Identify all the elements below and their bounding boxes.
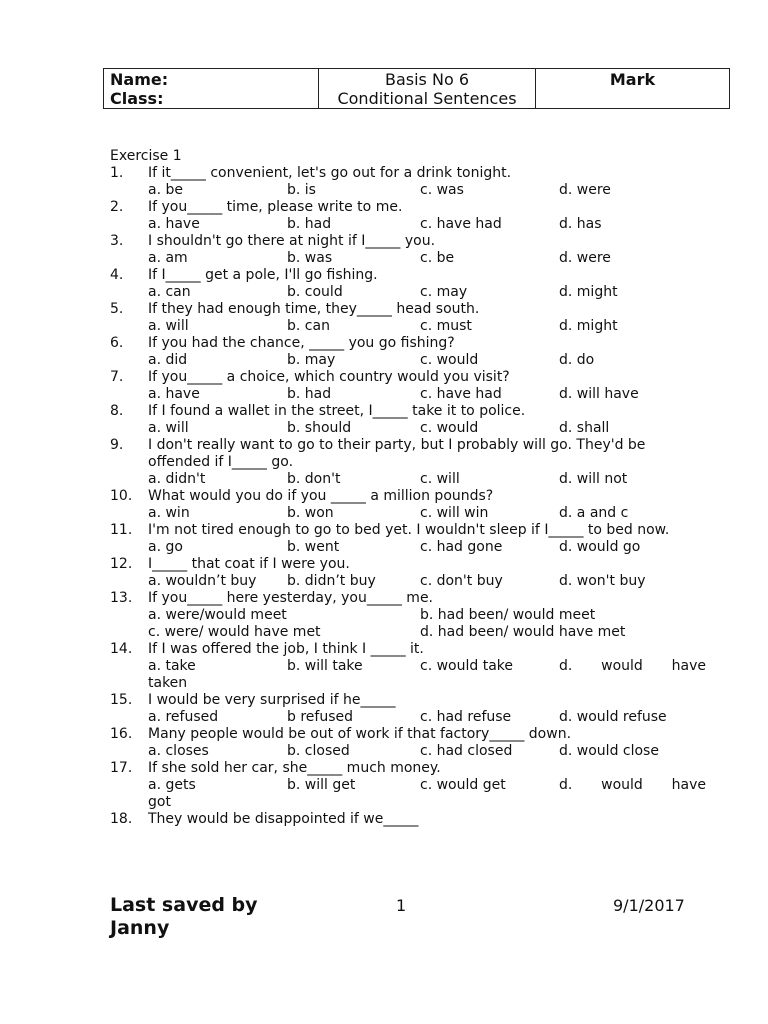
mark-label: Mark [609,70,656,89]
option-c: c. would [420,352,479,368]
options-row [0,777,768,794]
option-a: a. can [148,284,191,300]
option-d: d. would refuse [559,709,667,725]
option-d: d. a and c [559,505,629,521]
option-d-word: have [671,658,706,674]
options-row [0,216,768,233]
question-text: If it_____ convenient, let's go out for a drink tonight. [148,165,512,181]
question-number: 6. [110,335,124,351]
question-number: 12. [110,556,133,572]
question-text: What would you do if you _____ a million pounds? [148,488,494,504]
options-row [0,318,768,335]
option-d [559,658,706,675]
name-label: Name: [110,70,169,89]
option-d-continued: taken [148,675,188,691]
question-6 [0,335,768,369]
option-d: d. might [559,284,618,300]
option-d: d. do [559,352,595,368]
question-4 [0,267,768,301]
last-saved-by: Last saved by Janny [110,894,258,939]
option-d: d. would go [559,539,641,555]
topic-label: Conditional Sentences [337,89,517,108]
question-list [0,165,768,828]
option-d: d. will have [559,386,639,402]
option-a: a. go [148,539,183,555]
option-c: c. have had [420,216,502,232]
title-cell [319,69,536,108]
question-text: I would be very surprised if he_____ [148,692,396,708]
option-a: a. were/would meet [148,607,287,623]
question-text: If you_____ a choice, which country would you visit? [148,369,510,385]
option-a: a. have [148,386,200,402]
question-text: If I was offered the job, I think I _____ it. [148,641,424,657]
option-a: a. gets [148,777,196,793]
option-d: d. would close [559,743,659,759]
option-a: a. will [148,420,189,436]
option-c: c. will win [420,505,489,521]
question-number: 2. [110,199,124,215]
option-b: b. won [287,505,334,521]
options-row [0,624,768,641]
question-15 [0,692,768,726]
option-d: d. were [559,182,611,198]
option-a: a. will [148,318,189,334]
option-c: c. don't buy [420,573,503,589]
option-c: c. had closed [420,743,513,759]
page-number: 1 [396,896,407,915]
mark-cell [536,69,729,108]
option-b: b. is [287,182,316,198]
option-c: c. were/ would have met [148,624,321,640]
question-number: 1. [110,165,124,181]
question-8 [0,403,768,437]
option-b: b. had been/ would meet [420,607,596,623]
question-1 [0,165,768,199]
option-d: d. were [559,250,611,266]
option-b: b. went [287,539,340,555]
option-b: b refused [287,709,353,725]
option-d [559,777,706,794]
question-11 [0,522,768,556]
question-text: I'm not tired enough to go to bed yet. I wouldn't sleep if I_____ to bed now. [148,522,670,538]
options-row [0,182,768,199]
option-c: c. have had [420,386,502,402]
class-label: Class: [110,89,164,108]
option-c: c. had gone [420,539,503,555]
option-c: c. had refuse [420,709,512,725]
question-number: 10. [110,488,133,504]
options-row [0,539,768,556]
option-a: a. take [148,658,196,674]
question-number: 7. [110,369,124,385]
question-12 [0,556,768,590]
option-a: a. didn't [148,471,206,487]
options-row [0,607,768,624]
option-b: b. could [287,284,343,300]
option-b: b. don't [287,471,341,487]
option-b: b. should [287,420,352,436]
question-text: If you_____ here yesterday, you_____ me. [148,590,434,606]
question-number: 15. [110,692,133,708]
options-row [0,573,768,590]
question-9 [0,437,768,488]
options-row [0,352,768,369]
option-a: a. closes [148,743,209,759]
options-row [0,250,768,267]
option-c: c. would [420,420,479,436]
option-c: c. would take [420,658,514,674]
option-d-word: have [671,777,706,793]
option-b: b. will take [287,658,363,674]
question-number: 16. [110,726,133,742]
question-text: If I_____ get a pole, I'll go fishing. [148,267,378,283]
option-c: c. was [420,182,464,198]
question-10 [0,488,768,522]
question-17 [0,760,768,811]
option-a: a. have [148,216,200,232]
option-b: b. may [287,352,336,368]
footer-date: 9/1/2017 [613,896,685,915]
option-b: b. can [287,318,330,334]
question-13 [0,590,768,641]
options-row [0,471,768,488]
option-a: a. be [148,182,183,198]
options-row [0,658,768,675]
question-18 [0,811,768,828]
question-text: If they had enough time, they_____ head south. [148,301,480,317]
question-text: I_____ that coat if I were you. [148,556,350,572]
question-text: If she sold her car, she_____ much money. [148,760,441,776]
question-number: 3. [110,233,124,249]
option-d: d. won't buy [559,573,646,589]
question-5 [0,301,768,335]
option-c: c. may [420,284,468,300]
option-b: b. will get [287,777,356,793]
question-number: 14. [110,641,133,657]
question-7 [0,369,768,403]
option-c: c. must [420,318,472,334]
question-number: 17. [110,760,133,776]
question-3 [0,233,768,267]
option-d: d. had been/ would have met [420,624,626,640]
question-16 [0,726,768,760]
options-row [0,709,768,726]
question-14 [0,641,768,692]
question-number: 9. [110,437,124,453]
option-d: d. shall [559,420,610,436]
option-b: b. didn’t buy [287,573,376,589]
question-text: If I found a wallet in the street, I_____ take it to police. [148,403,526,419]
option-a: a. wouldn’t buy [148,573,257,589]
option-c: c. be [420,250,455,266]
option-b: b. closed [287,743,350,759]
option-d: d. will not [559,471,628,487]
question-number: 8. [110,403,124,419]
header-table [103,68,730,109]
option-c: c. would get [420,777,506,793]
basis-label: Basis No 6 [384,70,469,89]
option-d-letter: d. [559,658,573,674]
option-d: d. might [559,318,618,334]
question-number: 5. [110,301,124,317]
option-d-word: would [601,658,643,674]
question-text: I don't really want to go to their party, but I probably will go. They'd be offended if I_____ go. [148,437,646,470]
option-b: b. had [287,216,332,232]
question-number: 11. [110,522,133,538]
option-d: d. has [559,216,602,232]
option-d-word: would [601,777,643,793]
options-row [0,386,768,403]
option-b: b. had [287,386,332,402]
options-row [0,505,768,522]
name-class-cell [104,69,319,108]
question-2 [0,199,768,233]
option-a: a. did [148,352,188,368]
question-text: They would be disappointed if we_____ [148,811,419,827]
options-row [0,743,768,760]
question-text: If you_____ time, please write to me. [148,199,403,215]
option-a: a. win [148,505,190,521]
question-number: 13. [110,590,133,606]
option-d-letter: d. [559,777,573,793]
question-text: I shouldn't go there at night if I_____ you. [148,233,436,249]
question-text: Many people would be out of work if that factory_____ down. [148,726,572,742]
question-number: 4. [110,267,124,283]
option-b: b. was [287,250,333,266]
options-row [0,284,768,301]
option-c: c. will [420,471,460,487]
question-text: If you had the chance, _____ you go fishing? [148,335,455,351]
option-a: a. am [148,250,188,266]
exercise-title: Exercise 1 [110,148,182,164]
option-d-continued: got [148,794,171,810]
question-number: 18. [110,811,133,827]
options-row [0,420,768,437]
option-a: a. refused [148,709,219,725]
